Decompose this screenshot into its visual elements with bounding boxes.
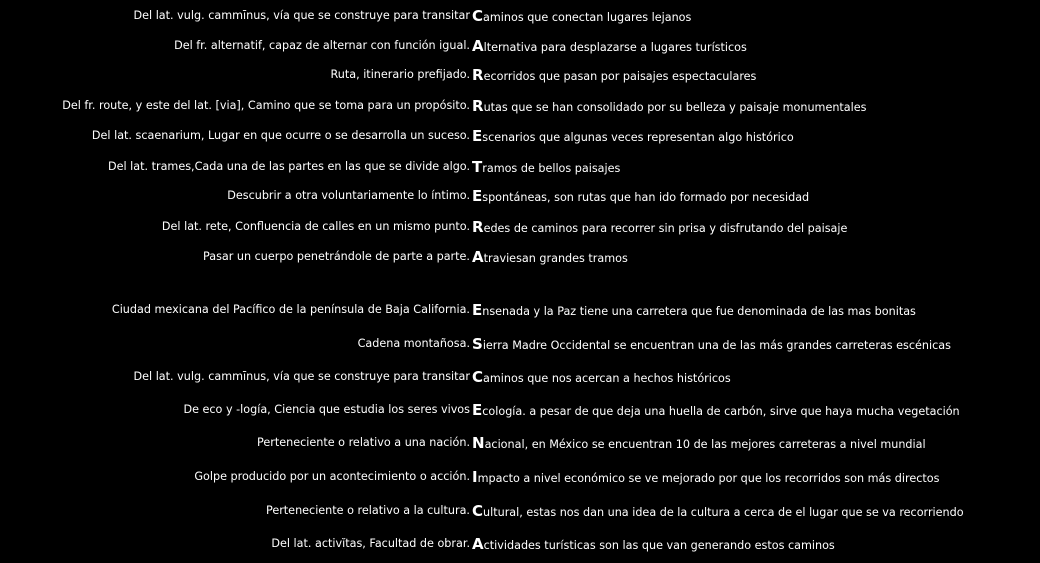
acrostic-row [0,36,1040,56]
definition-text: Del lat. vulg. cammīnus, vía que se construye para transitar [133,9,470,22]
acrostic-row [0,300,1040,320]
definition-text: Cadena montañosa. [357,337,470,350]
acrostic-row [0,534,1040,554]
definition-text: Del lat. scaenarium, Lugar en que ocurre o se desarrolla un suceso. [91,129,470,142]
definition-text: Del lat. vulg. cammīnus, vía que se construye para transitar [133,370,470,383]
acrostic-line [472,433,926,455]
acrostic-line [472,334,951,356]
acrostic-initial: E [472,127,483,145]
acrostic-initial: I [472,468,478,486]
acrostic-line [472,65,756,87]
acrostic-row [0,400,1040,420]
acrostic-initial: C [472,368,484,386]
definition-text: Del lat. activĭtas, Facultad de obrar. [271,537,470,550]
acrostic-initial: R [472,218,484,236]
acrostic-initial: E [472,401,483,419]
definition-text: Golpe producido por un acontecimiento o acción. [194,470,470,483]
acrostic-line [472,126,794,148]
acrostic-initial: S [472,335,483,353]
definition-text: Ruta, itinerario prefijado. [330,68,470,81]
acrostic-row [0,467,1040,487]
acrostic-line [472,96,866,118]
acrostic-row [0,186,1040,206]
acrostic-row [0,96,1040,116]
acrostic-text: spontáneas, son rutas que han ido formado por necesidad [482,191,810,204]
acrostic-text: ierra Madre Occidental se encuentran una de las más grandes carreteras escénicas [482,339,951,352]
acrostic-line [472,186,809,208]
acrostic-text: acional, en México se encuentran 10 de las mejores carreteras a nivel mundial [484,438,926,451]
acrostic-initial: C [472,7,484,25]
acrostic-row [0,367,1040,387]
acrostic-line [472,247,628,269]
acrostic-text: ecorridos que pasan por paisajes espectaculares [483,70,757,83]
acrostic-text: ctividades turísticas son las que van generando estos caminos [483,539,835,552]
acrostic-line [472,157,620,179]
acrostic-line [472,467,939,489]
acrostic-initial: E [472,301,483,319]
acrostic-line [472,367,731,389]
acrostic-text: utas que se han consolidado por su belleza y paisaje monumentales [483,101,867,114]
acrostic-row [0,501,1040,521]
acrostic-line [472,534,835,556]
acrostic-line [472,501,964,523]
acrostic-text: cología. a pesar de que deja una huella de carbón, sirve que haya mucha vegetación [482,405,960,418]
acrostic-initial: E [472,187,483,205]
acrostic-text: traviesan grandes tramos [483,252,628,265]
acrostic-row [0,126,1040,146]
definition-text: Del lat. rete, Confluencia de calles en un mismo punto. [161,220,470,233]
acrostic-text: aminos que nos acercan a hechos históricos [483,372,731,385]
definition-text: Ciudad mexicana del Pacífico de la península de Baja California. [111,303,470,316]
acrostic-text: edes de caminos para recorrer sin prisa y disfrutando del paisaje [483,222,848,235]
acrostic-initial: C [472,502,484,520]
acrostic-text: ultural, estas nos dan una idea de la cultura a cerca de el lugar que se va recorriendo [483,506,964,519]
acrostic-text: nsenada y la Paz tiene una carretera que fue denominada de las mas bonitas [482,305,916,318]
acrostic-initial: A [472,535,484,553]
acrostic-line [472,36,747,58]
acrostic-initial: N [472,434,485,452]
acrostic-text: aminos que conectan lugares lejanos [483,11,692,24]
definition-text: Del lat. trames,Cada una de las partes en las que se divide algo. [107,160,470,173]
acrostic-row [0,6,1040,26]
acrostic-row [0,247,1040,267]
acrostic-row [0,433,1040,453]
acrostic-initial: R [472,97,484,115]
definition-text: De eco y -logía, Ciencia que estudia los seres vivos [183,403,470,416]
acrostic-initial: R [472,66,484,84]
acrostic-text: mpacto a nivel económico se ve mejorado por que los recorridos son más directos [477,472,940,485]
definition-text: Perteneciente o relativo a una nación. [257,436,470,449]
acrostic-initial: A [472,248,484,266]
acrostic-initial: A [472,37,484,55]
acrostic-initial: T [472,158,483,176]
acrostic-line [472,300,916,322]
definition-text: Perteneciente o relativo a la cultura. [265,504,470,517]
acrostic-text: lternativa para desplazarse a lugares turísticos [483,41,747,54]
acrostic-row [0,65,1040,85]
definition-text: Pasar un cuerpo penetrándole de parte a parte. [202,250,470,263]
definition-text: Descubrir a otra voluntariamente lo íntimo. [227,189,470,202]
acrostic-row [0,157,1040,177]
acrostic-line [472,400,960,422]
acrostic-text: scenarios que algunas veces representan algo histórico [482,131,794,144]
acrostic-text: ramos de bellos paisajes [482,162,621,175]
acrostic-row [0,217,1040,237]
definition-text: Del fr. alternatif, capaz de alternar con función igual. [174,39,470,52]
acrostic-line [472,6,691,28]
acrostic-line [472,217,847,239]
definition-text: Del fr. route, y este del lat. [via], Camino que se toma para un propósito. [62,99,470,112]
acrostic-row [0,334,1040,354]
